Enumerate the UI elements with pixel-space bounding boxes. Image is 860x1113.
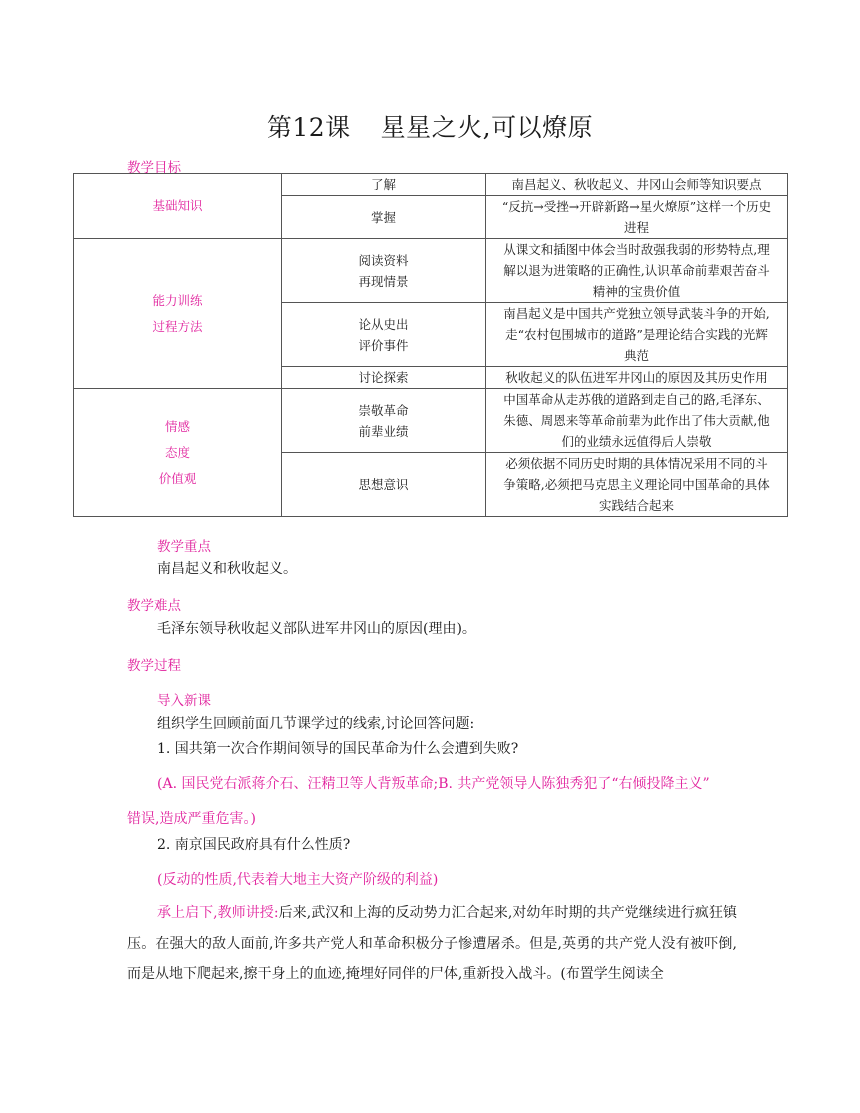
goal-desc-line: 秋收起义的队伍进军井冈山的原因及其历史作用 bbox=[505, 370, 768, 385]
category-line: 能力训练 bbox=[152, 292, 203, 308]
goal-desc-cell bbox=[486, 174, 788, 196]
goal-desc-line: 朱德、周恩来等革命前辈为此作出了伟大贡献,他 bbox=[503, 413, 770, 428]
goal-desc-line: 南昌起义是中国共产党独立领导武装斗争的开始, bbox=[503, 306, 770, 321]
category-ability-method bbox=[74, 239, 282, 389]
key-point-heading: 教学重点 bbox=[157, 539, 211, 555]
goal-sub-line: 论从史出 bbox=[358, 316, 409, 332]
goal-desc-line: 典范 bbox=[623, 348, 649, 363]
process-heading: 教学过程 bbox=[127, 658, 181, 674]
goal-sub-line: 再现情景 bbox=[358, 273, 409, 289]
goal-desc-cell bbox=[486, 239, 788, 303]
difficulty-text: 毛泽东领导秋收起义部队进军井冈山的原因(理由)。 bbox=[157, 621, 476, 637]
goal-desc-line: 中国革命从走苏俄的道路到走自己的路,毛泽东、 bbox=[503, 392, 770, 407]
category-emotion-attitude-values bbox=[74, 389, 282, 517]
goal-desc-cell bbox=[486, 453, 788, 517]
lecture-paragraph bbox=[127, 898, 737, 990]
goal-desc-cell bbox=[486, 367, 788, 389]
teaching-goals-table bbox=[73, 173, 788, 517]
goal-desc-line: 解以退为进策略的正确性,认识革命前辈艰苦奋斗 bbox=[503, 263, 770, 278]
lesson-number: 第12课 bbox=[266, 113, 351, 142]
goal-sub-line: 崇敬革命 bbox=[358, 402, 409, 418]
answer-1-line-2: 错误,造成严重危害。) bbox=[127, 811, 256, 827]
key-point-text: 南昌起义和秋收起义。 bbox=[157, 561, 297, 577]
goal-sub-cell bbox=[282, 453, 486, 517]
goal-desc-cell bbox=[486, 303, 788, 367]
goal-sub-line: 阅读资料 bbox=[358, 252, 409, 268]
lesson-title bbox=[0, 108, 860, 144]
goal-desc-line: 走“农村包围城市的道路”是理论结合实践的光辉 bbox=[505, 327, 768, 342]
intro-heading: 导入新课 bbox=[157, 693, 211, 709]
answer-2: (反动的性质,代表着大地主大资产阶级的利益) bbox=[157, 872, 439, 888]
goal-desc-line: 实践结合起来 bbox=[598, 498, 674, 513]
goal-sub-line: 思想意识 bbox=[358, 477, 409, 492]
goals-heading: 教学目标 bbox=[127, 160, 181, 176]
transition-label: 承上启下,教师讲授: bbox=[157, 905, 279, 921]
goal-sub-cell bbox=[282, 174, 486, 196]
category-line: 过程方法 bbox=[152, 318, 203, 334]
goal-sub-line: 掌握 bbox=[370, 209, 396, 225]
category-basic-knowledge: 基础知识 bbox=[74, 174, 282, 239]
goal-sub-line: 讨论探索 bbox=[358, 370, 409, 385]
goal-desc-line: 必须依据不同历史时期的具体情况采用不同的斗 bbox=[505, 456, 768, 471]
goal-sub-cell bbox=[282, 196, 486, 239]
goal-desc-line: “反抗→受挫→开辟新路→星火燎原”这样一个历史 bbox=[501, 199, 772, 214]
goal-desc-cell bbox=[486, 196, 788, 239]
goal-sub-line: 评价事件 bbox=[358, 337, 409, 353]
goal-desc-cell bbox=[486, 389, 788, 453]
category-line: 情感 bbox=[164, 418, 190, 434]
question-2: 2. 南京国民政府具有什么性质? bbox=[157, 837, 351, 853]
lesson-name: 星星之火,可以燎原 bbox=[380, 113, 594, 142]
goal-sub-line: 前辈业绩 bbox=[358, 423, 409, 439]
intro-text: 组织学生回顾前面几节课学过的线索,讨论回答问题: bbox=[157, 716, 475, 732]
goal-sub-cell bbox=[282, 239, 486, 303]
goal-sub-cell bbox=[282, 389, 486, 453]
goal-desc-line: 从课文和插图中体会当时敌强我弱的形势特点,理 bbox=[503, 242, 770, 257]
difficulty-heading: 教学难点 bbox=[127, 598, 181, 614]
goal-desc-line: 精神的宝贵价值 bbox=[592, 284, 681, 299]
answer-1-line-1: (A. 国民党右派蒋介石、汪精卫等人背叛革命;B. 共产党领导人陈独秀犯了“右倾投降主义” bbox=[157, 776, 710, 792]
goal-desc-line: 们的业绩永远值得后人崇敬 bbox=[561, 434, 712, 449]
goal-desc-line: 进程 bbox=[623, 220, 649, 235]
question-1: 1. 国共第一次合作期间领导的国民革命为什么会遭到失败? bbox=[157, 741, 519, 757]
goal-desc-line: 南昌起义、秋收起义、井冈山会师等知识要点 bbox=[511, 177, 762, 192]
goal-sub-line: 了解 bbox=[370, 177, 396, 192]
goal-sub-cell bbox=[282, 367, 486, 389]
goal-sub-cell bbox=[282, 303, 486, 367]
category-line: 态度 bbox=[164, 444, 190, 460]
goal-desc-line: 争策略,必须把马克思主义理论同中国革命的具体 bbox=[503, 477, 770, 492]
category-line: 价值观 bbox=[158, 470, 197, 486]
transition-text: 后来,武汉和上海的反动势力汇合起来,对幼年时期的共产党继续进行疯狂镇压。在强大的敌人面前,许多共产党人和革命积极分子惨遭屠杀。但是,英勇的共产党人没有被吓倒,而是从地下爬起来,擦干身上的血迹,掩埋好同伴的尸体,重新投入战斗。(布置学生阅读全 bbox=[127, 905, 737, 983]
